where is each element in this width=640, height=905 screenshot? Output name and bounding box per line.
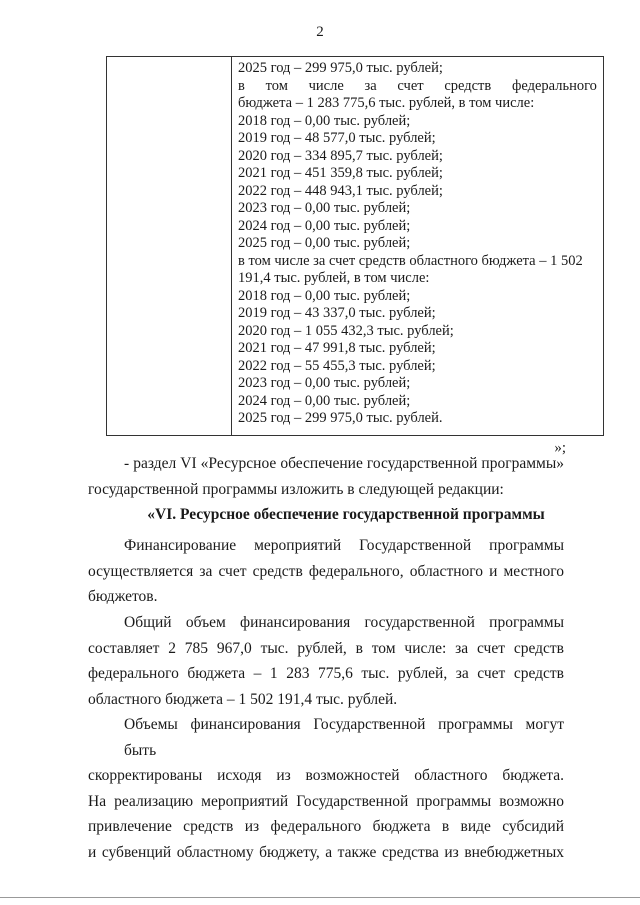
table-line-justified bbox=[238, 78, 597, 96]
paragraph-line: привлечение средств из федерального бюджета в виде субсидий bbox=[88, 818, 564, 835]
table-line: 2019 год – 48 577,0 тыс. рублей; bbox=[238, 130, 436, 146]
table-line: 2018 год – 0,00 тыс. рублей; bbox=[238, 112, 411, 129]
table-line: 2023 год – 0,00 тыс. рублей; bbox=[238, 200, 411, 216]
table-line: 2018 год – 0,00 тыс. рублей; bbox=[238, 287, 411, 304]
table-word: числе bbox=[308, 77, 344, 94]
paragraph-line: Общий объем финансирования государственной программы bbox=[124, 614, 564, 631]
table-word: счет bbox=[397, 77, 424, 94]
paragraph-line: осуществляется за счет средств федерального, областного и местного bbox=[88, 562, 564, 580]
table-line: 2021 год – 47 991,8 тыс. рублей; bbox=[238, 340, 436, 356]
paragraph-line: скорректированы исходя из возможностей областного бюджета. bbox=[88, 767, 564, 784]
paragraph-line: - раздел VI «Ресурсное обеспечение государственной программы» bbox=[124, 455, 564, 472]
paragraph-financing bbox=[88, 533, 564, 610]
bottom-rule bbox=[0, 897, 640, 898]
funding-table bbox=[106, 56, 604, 436]
paragraph-adjustments bbox=[88, 712, 564, 865]
paragraph-total-volume bbox=[88, 610, 564, 712]
table-line: 2025 год – 299 975,0 тыс. рублей. bbox=[238, 410, 443, 426]
table-line: 2023 год – 0,00 тыс. рублей; bbox=[238, 375, 411, 391]
funding-lines bbox=[238, 60, 597, 428]
table-line: 2025 год – 299 975,0 тыс. рублей; bbox=[238, 60, 443, 76]
table-line: бюджета – 1 283 775,6 тыс. рублей, в том числе: bbox=[238, 95, 535, 111]
table-column-divider bbox=[231, 57, 232, 435]
paragraph-line: Объемы финансирования Государственной программы могут быть bbox=[124, 716, 564, 759]
table-line: 2022 год – 448 943,1 тыс. рублей; bbox=[238, 182, 443, 199]
table-line: 2022 год – 55 455,3 тыс. рублей; bbox=[238, 357, 436, 374]
table-line: 2021 год – 451 359,8 тыс. рублей; bbox=[238, 165, 443, 181]
table-line: 2020 год – 1 055 432,3 тыс. рублей; bbox=[238, 322, 454, 339]
paragraph-line: бюджетов. bbox=[88, 588, 158, 605]
page-number: 2 bbox=[316, 24, 324, 40]
table-line: 2024 год – 0,00 тыс. рублей; bbox=[238, 392, 411, 409]
paragraph-line: На реализацию мероприятий Государственной программы возможно bbox=[88, 792, 564, 810]
table-word: средств bbox=[444, 77, 492, 94]
table-line: 191,4 тыс. рублей, в том числе: bbox=[238, 270, 430, 286]
closing-quote: »; bbox=[554, 440, 566, 456]
table-word: за bbox=[364, 77, 377, 94]
paragraph-line: и субвенций областному бюджету, а также средства из внебюджетных bbox=[88, 843, 564, 861]
intro-paragraph bbox=[88, 451, 564, 502]
table-line: 2024 год – 0,00 тыс. рублей; bbox=[238, 217, 411, 234]
section-heading: «VI. Ресурсное обеспечение государственной программы bbox=[147, 506, 545, 523]
paragraph-line: областного бюджета – 1 502 191,4 тыс. рублей. bbox=[88, 690, 398, 708]
paragraph-line: составляет 2 785 967,0 тыс. рублей, в том числе: за счет средств bbox=[88, 639, 564, 657]
table-word: том bbox=[265, 77, 288, 94]
table-line: 2019 год – 43 337,0 тыс. рублей; bbox=[238, 305, 436, 321]
table-line: 2025 год – 0,00 тыс. рублей; bbox=[238, 235, 411, 251]
paragraph-line: государственной программы изложить в следующей редакции: bbox=[88, 480, 504, 498]
table-line: в том числе за счет средств областного бюджета – 1 502 bbox=[238, 252, 583, 269]
table-word: в bbox=[238, 77, 245, 94]
table-line: 2020 год – 334 895,7 тыс. рублей; bbox=[238, 147, 443, 164]
paragraph-line: федерального бюджета – 1 283 775,6 тыс. рублей, за счет средств bbox=[88, 665, 564, 682]
table-word: федерального bbox=[511, 77, 597, 94]
paragraph-line: Финансирование мероприятий Государственной программы bbox=[124, 537, 564, 554]
